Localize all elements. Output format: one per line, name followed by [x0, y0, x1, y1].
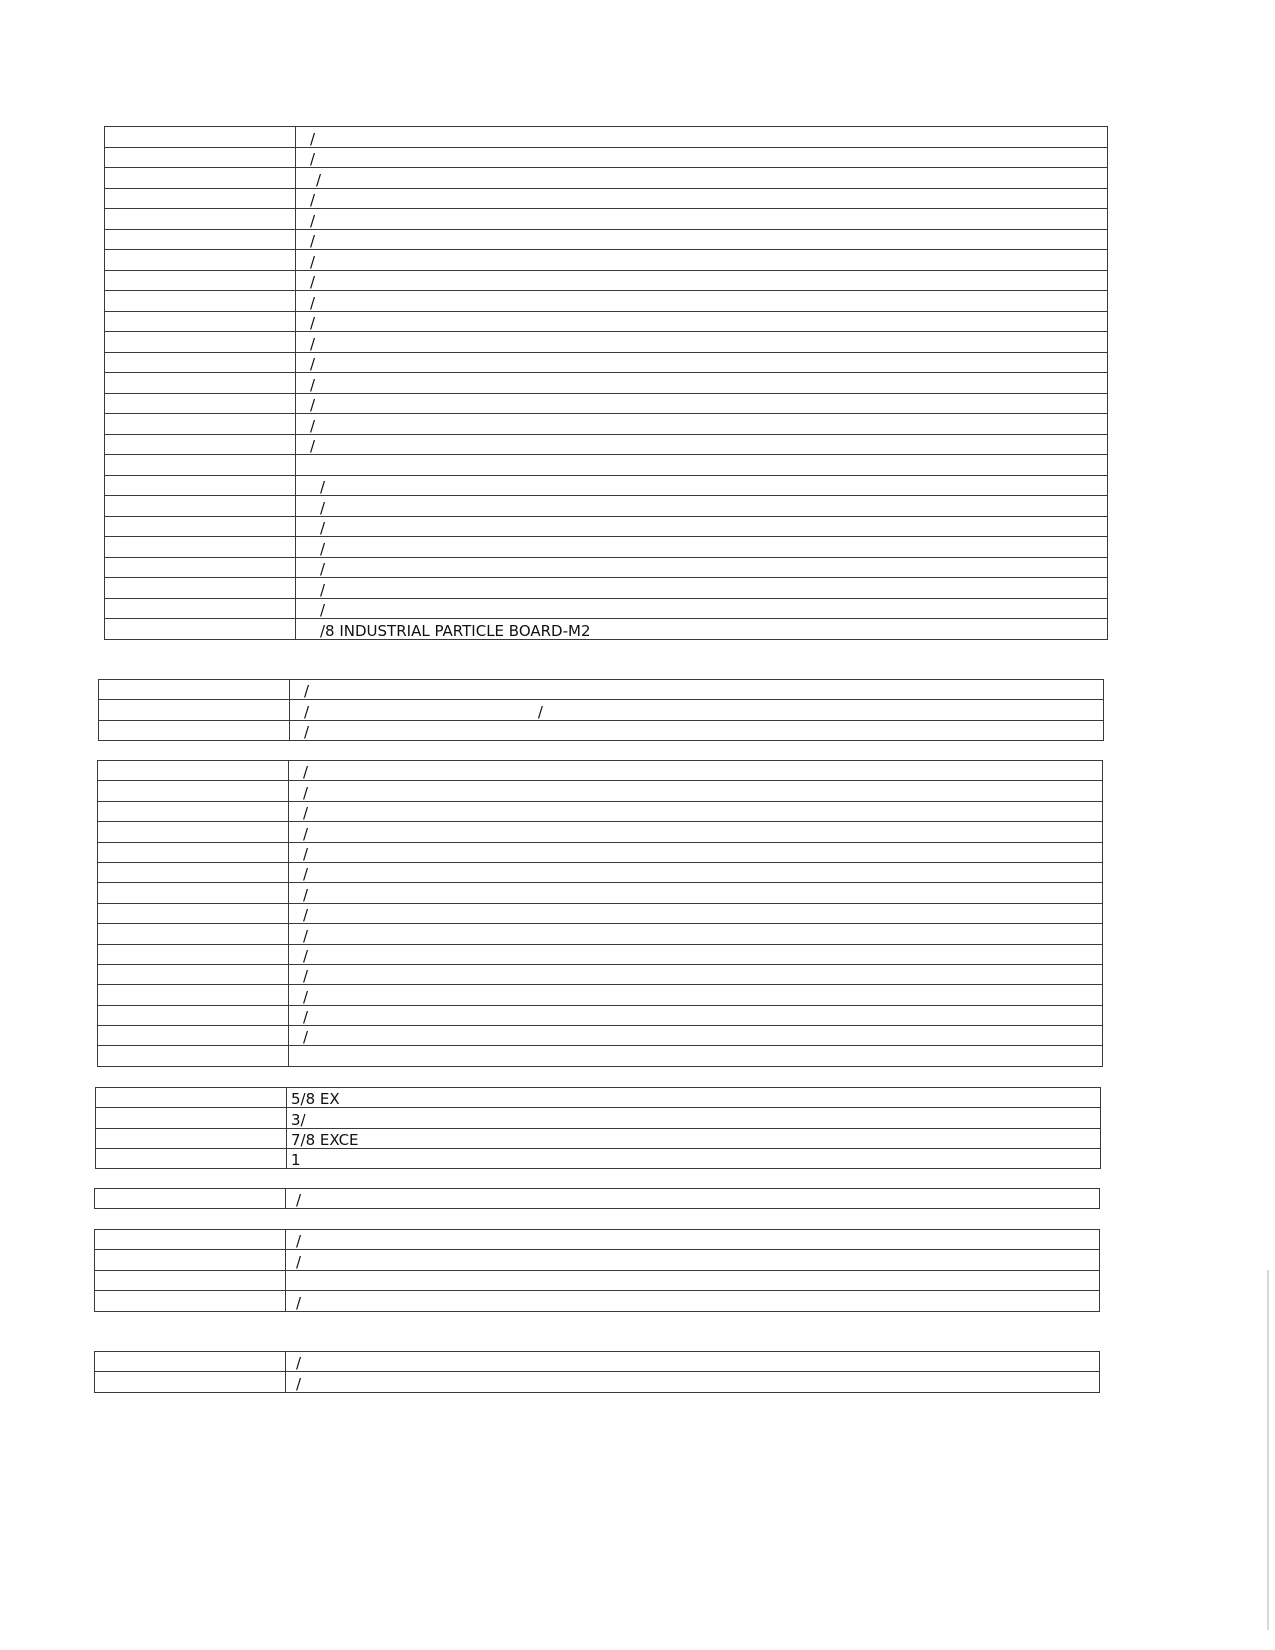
item-code-cell	[105, 229, 296, 250]
item-description: /	[303, 824, 309, 843]
item-description-cell	[296, 332, 1108, 353]
table-row	[105, 434, 1108, 455]
item-code-cell	[95, 1250, 286, 1270]
item-description: /	[303, 1008, 309, 1026]
table-row	[95, 1230, 1100, 1250]
item-description: /	[310, 437, 316, 455]
item-description: 3/	[291, 1110, 306, 1129]
table-row	[105, 332, 1108, 353]
item-description-cell	[289, 1026, 1103, 1046]
item-description: /	[320, 601, 326, 619]
item-description: /	[296, 1293, 302, 1312]
item-description-cell	[286, 1270, 1100, 1290]
item-description: /	[296, 1252, 302, 1271]
item-description-cell	[289, 924, 1103, 944]
item-code-cell	[105, 147, 296, 168]
item-description-cell	[287, 1148, 1101, 1168]
item-description-cell	[289, 944, 1103, 964]
item-description-cell	[289, 964, 1103, 984]
item-description: /	[320, 560, 326, 578]
item-code-cell	[98, 822, 289, 842]
item-description: /	[320, 580, 326, 598]
data-table-section-5	[94, 1188, 1100, 1209]
table-row	[95, 1250, 1100, 1270]
item-code-cell	[98, 1026, 289, 1046]
table-row	[105, 147, 1108, 168]
item-description: /	[310, 232, 316, 250]
item-description: /	[310, 273, 316, 291]
item-code-cell	[105, 619, 296, 640]
table-row	[98, 761, 1103, 781]
table-row	[98, 781, 1103, 801]
item-code-cell	[99, 700, 290, 720]
table-row	[105, 352, 1108, 373]
item-description: /	[303, 844, 309, 863]
item-description-cell	[296, 455, 1108, 476]
item-description-cell	[289, 883, 1103, 903]
item-description-cell	[286, 1291, 1100, 1311]
item-description: /	[303, 865, 309, 883]
item-code-cell	[95, 1352, 286, 1372]
item-description: /	[310, 293, 316, 311]
table-row	[96, 1148, 1101, 1168]
item-description: 5/8 EX	[291, 1090, 340, 1108]
item-description-cell	[296, 557, 1108, 578]
item-description: /	[320, 478, 326, 496]
item-description-cell	[286, 1352, 1100, 1372]
item-code-cell	[105, 414, 296, 435]
item-code-cell	[105, 516, 296, 537]
item-description-cell	[296, 291, 1108, 312]
item-description-cell	[289, 842, 1103, 862]
item-description-cell	[296, 373, 1108, 394]
table-row	[105, 291, 1108, 312]
item-description: /	[310, 191, 316, 209]
item-description-cell	[286, 1250, 1100, 1270]
item-code-cell	[98, 862, 289, 882]
item-code-cell	[105, 270, 296, 291]
item-code-cell	[98, 985, 289, 1005]
item-description-cell	[287, 1108, 1101, 1128]
table-row	[99, 700, 1104, 720]
item-code-cell	[105, 168, 296, 189]
item-description-cell	[290, 720, 1104, 740]
table-row	[105, 578, 1108, 599]
item-description: /	[296, 1374, 302, 1393]
item-description-cell	[296, 168, 1108, 189]
item-description: /	[310, 375, 316, 393]
table-row	[98, 842, 1103, 862]
item-description-cell	[296, 188, 1108, 209]
table-row	[105, 598, 1108, 619]
item-description-cell	[289, 862, 1103, 882]
item-description: /	[303, 926, 309, 945]
table-row	[98, 985, 1103, 1005]
item-code-cell	[105, 496, 296, 517]
item-code-cell	[105, 373, 296, 394]
table-row	[105, 209, 1108, 230]
item-code-cell	[105, 188, 296, 209]
item-description-cell	[296, 393, 1108, 414]
item-description-cell	[296, 598, 1108, 619]
item-code-cell	[105, 127, 296, 148]
item-description-cell	[296, 434, 1108, 455]
item-code-cell	[98, 944, 289, 964]
item-description-cell	[296, 147, 1108, 168]
item-description-cell	[296, 229, 1108, 250]
item-description: /	[296, 1191, 302, 1209]
item-description-cell	[296, 270, 1108, 291]
item-code-cell	[98, 781, 289, 801]
item-description: /	[310, 211, 316, 229]
item-description: /	[310, 334, 316, 352]
item-description-cell	[296, 516, 1108, 537]
table-row	[98, 822, 1103, 842]
table-row	[99, 720, 1104, 740]
table-row	[98, 883, 1103, 903]
item-code-cell	[98, 903, 289, 923]
data-table-section-2	[98, 679, 1104, 741]
table-row	[105, 270, 1108, 291]
item-code-cell	[98, 801, 289, 821]
item-description-cell	[296, 578, 1108, 599]
item-description: /	[310, 416, 316, 434]
scan-edge-shadow	[1267, 1270, 1269, 1630]
data-table-section-1	[104, 126, 1108, 640]
item-description-cell	[296, 311, 1108, 332]
table-row	[96, 1088, 1101, 1108]
item-code-cell	[95, 1372, 286, 1392]
item-description-cell	[296, 209, 1108, 230]
item-description: /	[296, 1354, 302, 1372]
item-code-cell	[98, 1046, 289, 1066]
item-description: /	[310, 252, 316, 270]
item-description: /	[304, 722, 310, 741]
table-row	[98, 964, 1103, 984]
item-code-cell	[95, 1230, 286, 1250]
table-row	[98, 944, 1103, 964]
item-description-cell	[289, 822, 1103, 842]
item-description: /	[303, 783, 309, 802]
item-code-cell	[99, 680, 290, 700]
item-code-cell	[98, 842, 289, 862]
item-description: /	[303, 885, 309, 904]
item-code-cell	[105, 537, 296, 558]
item-code-cell	[105, 352, 296, 373]
item-code-cell	[105, 455, 296, 476]
item-code-cell	[105, 393, 296, 414]
item-code-cell	[105, 250, 296, 271]
table-row	[105, 373, 1108, 394]
item-description: /	[310, 396, 316, 414]
item-code-cell	[105, 578, 296, 599]
data-table-section-6	[94, 1229, 1100, 1312]
item-description: /8 INDUSTRIAL PARTICLE BOARD-M2	[320, 621, 591, 639]
item-description-cell	[286, 1372, 1100, 1392]
item-code-cell	[96, 1088, 287, 1108]
item-code-cell	[105, 291, 296, 312]
data-table-section-3	[97, 760, 1103, 1067]
item-description-cell	[289, 761, 1103, 781]
item-code-cell	[105, 598, 296, 619]
table-row	[99, 680, 1104, 700]
item-description: /	[303, 906, 309, 924]
item-code-cell	[95, 1270, 286, 1290]
item-description-cell	[296, 414, 1108, 435]
item-description-cell	[290, 680, 1104, 700]
item-code-cell	[96, 1108, 287, 1128]
table-row	[98, 924, 1103, 944]
table-row	[105, 168, 1108, 189]
table-row	[95, 1291, 1100, 1311]
item-code-cell	[98, 883, 289, 903]
table-row	[105, 557, 1108, 578]
table-row	[105, 127, 1108, 148]
item-description-cell	[296, 475, 1108, 496]
table-row	[105, 311, 1108, 332]
table-row	[95, 1189, 1100, 1209]
table-row	[105, 455, 1108, 476]
item-description: 7/8 EXCE	[291, 1130, 359, 1149]
table-row	[95, 1352, 1100, 1372]
item-code-cell	[96, 1148, 287, 1168]
table-row	[95, 1270, 1100, 1290]
item-code-cell	[95, 1189, 286, 1209]
item-description: /	[320, 539, 326, 557]
item-description: /	[320, 519, 326, 537]
table-row	[105, 619, 1108, 640]
table-row	[96, 1108, 1101, 1128]
item-code-cell	[105, 475, 296, 496]
item-description-cell	[296, 250, 1108, 271]
item-code-cell	[96, 1128, 287, 1148]
item-description-cell	[290, 700, 1104, 720]
item-description: / /	[304, 702, 543, 721]
table-row	[95, 1372, 1100, 1392]
item-description: /	[316, 170, 322, 188]
item-description-cell	[286, 1189, 1100, 1209]
item-code-cell	[95, 1291, 286, 1311]
item-description: /	[303, 967, 309, 985]
table-row	[105, 496, 1108, 517]
item-description: /	[310, 129, 316, 147]
item-description: 1	[291, 1151, 301, 1169]
item-description: /	[304, 682, 310, 700]
item-code-cell	[98, 1005, 289, 1025]
item-code-cell	[99, 720, 290, 740]
table-row	[98, 1026, 1103, 1046]
table-row	[105, 229, 1108, 250]
item-code-cell	[105, 311, 296, 332]
item-description: /	[303, 1028, 309, 1046]
table-row	[98, 1005, 1103, 1025]
table-row	[105, 188, 1108, 209]
item-description: /	[303, 946, 309, 965]
item-description: /	[303, 763, 309, 781]
item-description-cell	[296, 127, 1108, 148]
item-code-cell	[105, 209, 296, 230]
item-description-cell	[287, 1088, 1101, 1108]
item-description-cell	[296, 496, 1108, 517]
table-row	[96, 1128, 1101, 1148]
table-row	[105, 414, 1108, 435]
table-row	[98, 1046, 1103, 1066]
item-description-cell	[287, 1128, 1101, 1148]
item-description-cell	[289, 781, 1103, 801]
table-row	[105, 393, 1108, 414]
item-description: /	[303, 804, 309, 822]
item-code-cell	[98, 761, 289, 781]
item-description: /	[296, 1232, 302, 1250]
item-description-cell	[289, 1005, 1103, 1025]
item-description-cell	[289, 903, 1103, 923]
item-code-cell	[105, 557, 296, 578]
item-code-cell	[105, 332, 296, 353]
table-row	[98, 862, 1103, 882]
table-row	[98, 801, 1103, 821]
item-description: /	[310, 314, 316, 332]
item-description-cell	[296, 619, 1108, 640]
table-row	[105, 475, 1108, 496]
data-table-section-7	[94, 1351, 1100, 1393]
item-description: /	[310, 150, 316, 168]
item-code-cell	[105, 434, 296, 455]
item-description-cell	[289, 801, 1103, 821]
table-row	[105, 537, 1108, 558]
item-description-cell	[296, 352, 1108, 373]
item-code-cell	[98, 924, 289, 944]
item-description-cell	[286, 1230, 1100, 1250]
item-description-cell	[296, 537, 1108, 558]
item-code-cell	[98, 964, 289, 984]
table-row	[105, 516, 1108, 537]
item-description: /	[310, 355, 316, 373]
item-description-cell	[289, 1046, 1103, 1066]
data-table-section-4	[95, 1087, 1101, 1169]
item-description-cell	[289, 985, 1103, 1005]
table-row	[98, 903, 1103, 923]
item-description: /	[303, 987, 309, 1006]
item-description: /	[320, 498, 326, 516]
table-row	[105, 250, 1108, 271]
